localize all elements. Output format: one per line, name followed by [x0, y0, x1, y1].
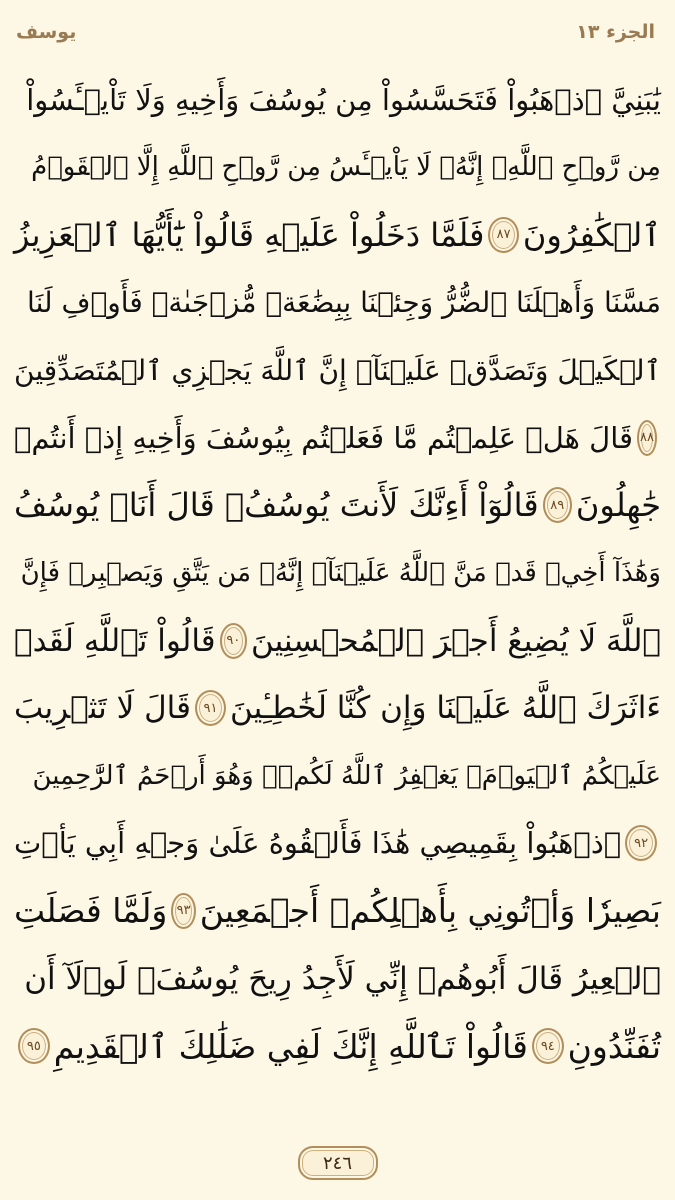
page-number-badge	[298, 1146, 378, 1180]
verse-text: قَالُواْ تَٱللَّهِ إِنَّكَ لَفِي ضَلَٰلِكَ ٱلۡقَدِيمِ	[53, 1026, 528, 1066]
ayah-number-marker: ٩٠	[220, 623, 247, 659]
page-footer	[0, 1146, 675, 1180]
verse-line	[14, 742, 661, 810]
verse-text: وَهَٰذَآ أَخِيۖ قَدۡ مَنَّ ٱللَّهُ عَلَيۡنَآۖ إِنَّهُۥ مَن يَتَّقِ وَيَصۡبِرۡ فَإِنَّ	[20, 557, 661, 588]
verse-line	[14, 336, 661, 404]
verse-text: ٱلۡعِيرُ قَالَ أَبُوهُمۡ إِنِّي لَأَجِدُ رِيحَ يُوسُفَۖ لَوۡلَآ أَن	[24, 960, 661, 997]
verse-text: قَالُوٓاْ أَءِنَّكَ لَأَنتَ يُوسُفُۖ قَالَ أَنَا۠ يُوسُفُ	[14, 486, 539, 525]
verse-text: مِن رَّوۡحِ ٱللَّهِۖ إِنَّهُۥ لَا يَاْيۡـَٔسُ مِن رَّوۡحِ ٱللَّهِ إِلَّا ٱلۡقَوۡمُ	[31, 152, 661, 183]
verse-line	[14, 201, 661, 269]
verse-line	[14, 134, 661, 202]
page-number: ٢٤٦	[322, 1152, 352, 1174]
verse-text: فَلَمَّا دَخَلُواْ عَلَيۡهِ قَالُواْ يَٰٓأَيُّهَا ٱلۡعَزِيزُ	[14, 215, 485, 254]
verse-line	[14, 472, 661, 540]
verse-text: قَالَ لَا تَثۡرِيبَ	[14, 690, 191, 727]
ayah-number-marker: ٩٤	[532, 1028, 564, 1064]
verse-line	[14, 404, 661, 472]
verse-text: يَٰبَنِيَّ ٱذۡهَبُواْ فَتَحَسَّسُواْ مِن يُوسُفَ وَأَخِيهِ وَلَا تَاْيۡـَٔسُواْ	[26, 82, 661, 117]
ayah-number-marker: ٩١	[195, 690, 226, 726]
verse-text: ٱلۡكَيۡلَ وَتَصَدَّقۡ عَلَيۡنَآۖ إِنَّ ٱللَّهَ يَجۡزِي ٱلۡمُتَصَدِّقِينَ	[14, 353, 661, 387]
verse-line	[14, 607, 661, 675]
verse-line	[14, 539, 661, 607]
quran-text-block	[14, 66, 661, 1080]
verse-text: ٱلۡكَٰفِرُونَ	[522, 215, 661, 254]
verse-text: ءَاثَرَكَ ٱللَّهُ عَلَيۡنَا وَإِن كُنَّا لَخَٰطِـِٔينَ	[229, 690, 661, 727]
ayah-number-marker: ٨٨	[637, 420, 657, 456]
verse-text: قَالُواْ تَٱللَّهِ لَقَدۡ	[14, 622, 216, 659]
verse-line	[14, 877, 661, 945]
juz-label: الجزء ١٣	[576, 21, 655, 43]
ayah-number-marker: ٩٥	[18, 1028, 50, 1064]
verse-text: عَلَيۡكُمُ ٱلۡيَوۡمَۖ يَغۡفِرُ ٱللَّهُ لَكُمۡۖ وَهُوَ أَرۡحَمُ ٱلرَّٰحِمِينَ	[32, 760, 661, 791]
verse-text: مَسَّنَا وَأَهۡلَنَا ٱلضُّرُّ وَجِئۡنَا بِبِضَٰعَةٖ مُّزۡجَىٰةٖ فَأَوۡفِ لَنَا	[27, 286, 661, 320]
ayah-number-marker: ٩٣	[171, 893, 195, 929]
verse-line	[14, 1012, 661, 1080]
verse-text: قَالَ هَلۡ عَلِمۡتُم مَّا فَعَلۡتُم بِيُوسُفَ وَأَخِيهِ إِذۡ أَنتُمۡ	[14, 420, 633, 455]
verse-line	[14, 269, 661, 337]
page-header	[16, 14, 655, 50]
verse-line	[14, 810, 661, 878]
ayah-number-marker: ٩٢	[625, 825, 657, 861]
verse-line	[14, 674, 661, 742]
verse-text: وَلَمَّا فَصَلَتِ	[14, 891, 168, 931]
verse-line	[14, 66, 661, 134]
ayah-number-marker: ٨٩	[543, 487, 572, 523]
verse-line	[14, 945, 661, 1013]
verse-text: تُفَنِّدُونِ	[567, 1026, 661, 1066]
verse-text: بَصِيرٗا وَأۡتُونِي بِأَهۡلِكُمۡ أَجۡمَعِينَ	[199, 891, 661, 931]
verse-text: جَٰهِلُونَ	[575, 486, 661, 525]
surah-name: يوسف	[16, 21, 77, 43]
verse-text: ٱذۡهَبُواْ بِقَمِيصِي هَٰذَا فَأَلۡقُوهُ عَلَىٰ وَجۡهِ أَبِي يَأۡتِ	[14, 826, 622, 861]
verse-text: ٱللَّهَ لَا يُضِيعُ أَجۡرَ ٱلۡمُحۡسِنِينَ	[250, 622, 661, 659]
ayah-number-marker: ٨٧	[488, 217, 518, 253]
